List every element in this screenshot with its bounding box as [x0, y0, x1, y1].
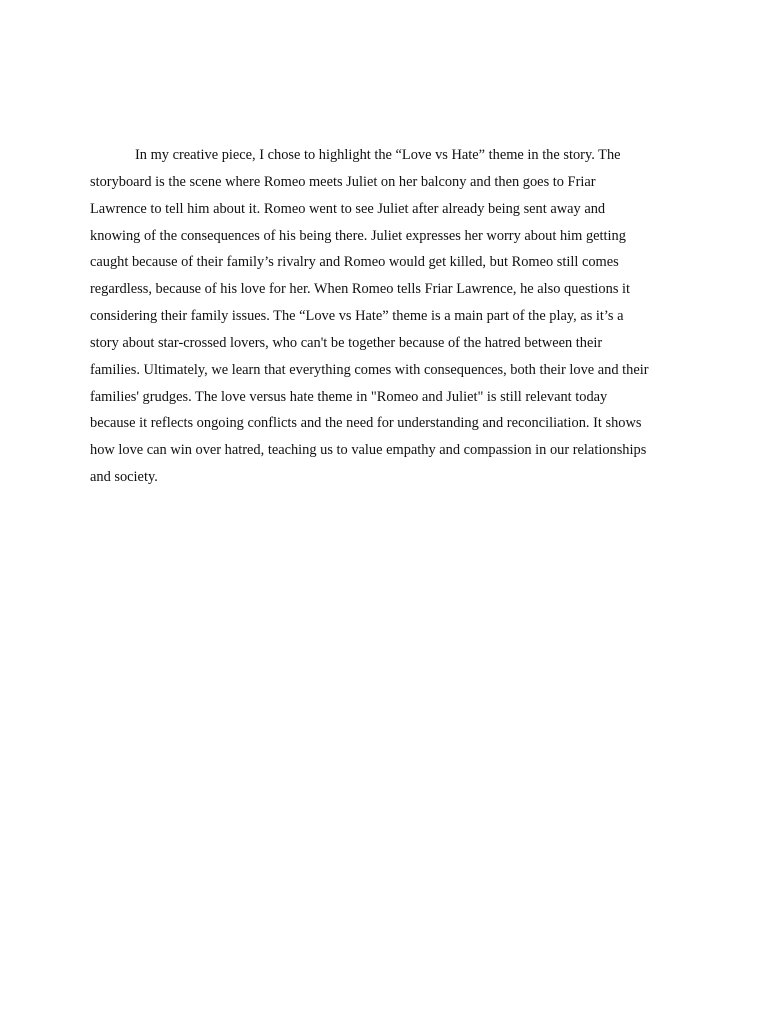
essay-paragraph	[90, 142, 680, 491]
paragraph-line: families' grudges. The love versus hate theme in "Romeo and Juliet" is still relevant today	[90, 388, 608, 405]
paragraph-line: how love can win over hatred, teaching us to value empathy and compassion in our relationships	[90, 442, 647, 459]
paragraph-line: families. Ultimately, we learn that everything comes with consequences, both their love and their	[90, 361, 649, 378]
paragraph-line: and society.	[90, 469, 158, 486]
paragraph-line: storyboard is the scene where Romeo meets Juliet on her balcony and then goes to Friar	[90, 173, 596, 190]
paragraph-line: caught because of their family’s rivalry and Romeo would get killed, but Romeo still comes	[90, 254, 619, 271]
paragraph-line: Lawrence to tell him about it. Romeo went to see Juliet after already being sent away and	[90, 200, 606, 217]
paragraph-line: regardless, because of his love for her. When Romeo tells Friar Lawrence, he also questions it	[90, 281, 631, 298]
paragraph-line: because it reflects ongoing conflicts and the need for understanding and reconciliation. It shows	[90, 415, 642, 432]
paragraph-line: In my creative piece, I chose to highlight the “Love vs Hate” theme in the story. The	[135, 147, 621, 163]
paragraph-line: story about star-crossed lovers, who can't be together because of the hatred between their	[90, 334, 603, 351]
paragraph-line: knowing of the consequences of his being there. Juliet expresses her worry about him getting	[90, 227, 626, 244]
paragraph-line: considering their family issues. The “Love vs Hate” theme is a main part of the play, as it’s a	[90, 308, 624, 325]
